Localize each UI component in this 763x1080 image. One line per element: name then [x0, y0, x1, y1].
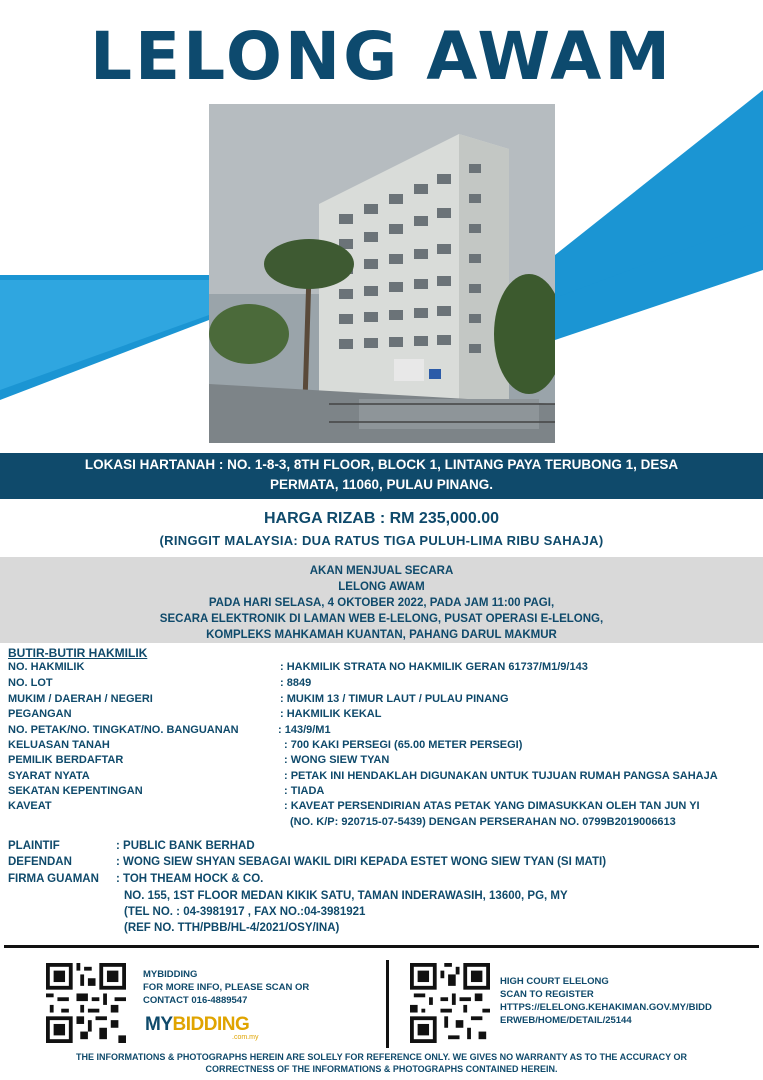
reserve-price: HARGA RIZAB : RM 235,000.00: [263, 510, 500, 527]
auction-notice: [0, 557, 763, 643]
property-photo: [209, 104, 555, 443]
court-elelong-qr-code[interactable]: [410, 963, 490, 1043]
location-line-1: LOKASI HARTANAH : NO. 1-8-3, 8TH FLOOR, BLOCK 1, LINTANG PAYA TERUBONG 1, DESA: [84, 457, 679, 472]
parties-section: PLAINTIF : PUBLIC BANK BERHAD DEFENDAN : WONG SIEW SHYAN SEBAGAI WAKIL DIRI KEPADA ESTET WONG SIEW TYAN (SI MATI) FIRMA GUAMAN : TOH THEAM HOCK & CO. NO. 155, 1ST FLOOR MEDAN KIKIK SATU, TAMAN INDERAWASIH, 13600, PG, MY (TEL NO. : 04-3981917 , FAX NO.:04-3981921 (REF NO. TTH/PBB/HL-4/2021/OSY/INA): [8, 840, 607, 934]
title-details: BUTIR-BUTIR HAKMILIK NO. HAKMILIK : HAKMILIK STRATA NO HAKMILIK GERAN 61737/M1/9/143 NO. LOT : 8849 MUKIM / DAERAH / NEGERI : MUKIM 13 / TIMUR LAUT / PULAU PINANG PEGANGAN : HAKMILIK KEKAL NO. PETAK/NO. TINGKAT/NO. BANGUANAN : 143/9/M1 KELUASAN TANAH : 700 KAKI PERSEGI (65.00 METER PERSEGI) PEMILIK BERDAFTAR : WONG SIEW TYAN SYARAT NYATA : PETAK INI HENDAKLAH DIGUNAKAN UNTUK TUJUAN RUMAH PANGSA SAHAJA SEKATAN KEPENTINGAN : TIADA KAVEAT : KAVEAT PERSENDIRIAN ATAS PETAK YANG DIMASUKKAN OLEH TAN JUN YI (NO. K/P: 920715-07-5439) DENGAN PERSERAHAN NO. 0799B2019006613: [8, 646, 718, 828]
auction-line: KOMPLEKS MAHKAMAH KUANTAN, PAHANG DARUL MAKMUR: [206, 629, 557, 641]
disclaimer-line: CORRECTNESS OF THE INFORMATIONS & PHOTOGRAPHS CONTAINED HEREIN.: [205, 1064, 558, 1074]
mybidding-logo-domain: .com.my: [232, 1034, 259, 1041]
mybidding-info: [143, 968, 309, 1007]
court-name: HIGH COURT ELELONG: [500, 976, 609, 987]
auction-line: LELONG AWAM: [338, 581, 425, 593]
details-heading: BUTIR-BUTIR HAKMILIK: [8, 646, 148, 660]
court-scan: SCAN TO REGISTER: [500, 989, 594, 1000]
court-url[interactable]: HTTPS://ELELONG.KEHAKIMAN.GOV.MY/BIDD: [500, 1002, 712, 1013]
firma-address: NO. 155, 1ST FLOOR MEDAN KIKIK SATU, TAMAN INDERAWASIH, 13600, PG, MY: [124, 890, 568, 902]
divider: [386, 960, 389, 1048]
mybidding-name: MYBIDDING: [143, 969, 198, 980]
auction-line: PADA HARI SELASA, 4 OKTOBER 2022, PADA JAM 11:00 PAGI,: [208, 597, 555, 609]
location-line-2: PERMATA, 11060, PULAU PINANG.: [269, 477, 494, 492]
firma-ref: (REF NO. TTH/PBB/HL-4/2021/OSY/INA): [124, 922, 340, 934]
mybidding-line: FOR MORE INFO, PLEASE SCAN OR: [143, 982, 310, 993]
property-location-banner: [0, 453, 763, 499]
mybidding-contact: CONTACT 016-4889547: [143, 995, 248, 1006]
mybidding-logo[interactable]: [145, 1014, 249, 1036]
mybidding-qr-code[interactable]: [46, 963, 126, 1043]
court-url-cont[interactable]: ERWEB/HOME/DETAIL/25144: [500, 1015, 632, 1026]
reserve-price-words: (RINGGIT MALAYSIA: DUA RATUS TIGA PULUH-LIMA RIBU SAHAJA): [159, 533, 604, 548]
court-info: [500, 975, 712, 1027]
page-title: LELONG AWAM: [89, 18, 674, 95]
logo-my: MY: [145, 1014, 173, 1035]
disclaimer-line: THE INFORMATIONS & PHOTOGRAPHS HEREIN ARE SOLELY FOR REFERENCE ONLY. WE GIVES NO WARRANTY AS TO THE ACCURACY OR: [76, 1052, 687, 1062]
auction-line: AKAN MENJUAL SECARA: [309, 565, 454, 577]
firma-tel: (TEL NO. : 04-3981917 , FAX NO.:04-3981921: [124, 906, 366, 918]
auction-line: SECARA ELEKTRONIK DI LAMAN WEB E-LELONG, PUSAT OPERASI E-LELONG,: [159, 613, 604, 625]
divider: [4, 945, 759, 948]
disclaimer: [0, 1051, 763, 1075]
logo-bidding: BIDDING: [172, 1014, 250, 1035]
